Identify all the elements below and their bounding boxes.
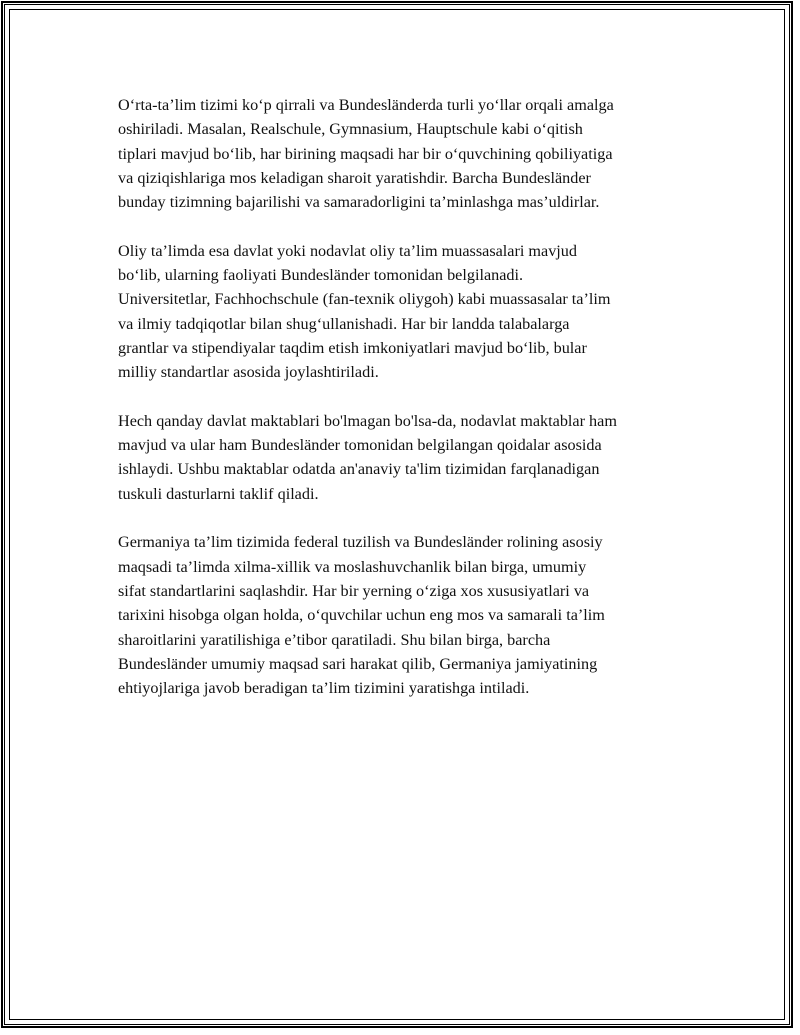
text-line: Universitetlar, Fachhochschule (fan-texnik oliygoh) kabi muassasalar ta’lim <box>118 290 611 309</box>
text-line: milliy standartlar asosida joylashtiriladi. <box>118 363 379 382</box>
text-line: Germaniya ta’lim tizimida federal tuzilish va Bundesländer rolining asosiy <box>118 533 603 552</box>
text-line: tarixini hisobga olgan holda, o‘quvchilar uchun eng mos va samarali ta’lim <box>118 606 605 625</box>
paragraph-4 <box>118 530 693 700</box>
text-line: va qiziqishlariga mos keladigan sharoit yaratishdir. Barcha Bundesländer <box>118 168 591 187</box>
text-line: tiplari mavjud bo‘lib, har birining maqsadi har bir o‘quvchining qobiliyatiga <box>118 144 613 163</box>
text-line: maqsadi ta’limda xilma-xillik va moslashuvchanlik bilan birga, umumiy <box>118 557 587 576</box>
text-line: bo‘lib, ularning faoliyati Bundesländer tomonidan belgilanadi. <box>118 266 524 285</box>
text-line: bunday tizimning bajarilishi va samaradorligini ta’minlashga mas’uldirlar. <box>118 193 600 212</box>
document-body <box>118 93 693 725</box>
paragraph-2 <box>118 239 693 385</box>
text-line: Bundesländer umumiy maqsad sari harakat qilib, Germaniya jamiyatining <box>118 654 598 673</box>
text-line: Oliy ta’limda esa davlat yoki nodavlat oliy ta’lim muassasalari mavjud <box>118 241 577 260</box>
text-line: sifat standartlarini saqlashdir. Har bir yerning o‘ziga xos xususiyatlari va <box>118 581 590 600</box>
text-line: va ilmiy tadqiqotlar bilan shug‘ullanishadi. Har bir landda talabalarga <box>118 314 570 333</box>
text-line: ehtiyojlariga javob beradigan ta’lim tizimini yaratishga intiladi. <box>118 679 530 698</box>
text-line: Hech qanday davlat maktablari bo'lmagan bo'lsa-da, nodavlat maktablar ham <box>118 411 617 430</box>
text-line: ishlaydi. Ushbu maktablar odatda an'anaviy ta'lim tizimidan farqlanadigan <box>118 460 600 479</box>
text-line: O‘rta-ta’lim tizimi ko‘p qirrali va Bundesländerda turli yo‘llar orqali amalga <box>118 96 614 114</box>
text-line: mavjud va ular ham Bundesländer tomonidan belgilangan qoidalar asosida <box>118 436 602 455</box>
paragraph-1 <box>118 93 693 214</box>
text-line: tuskuli dasturlarni taklif qiladi. <box>118 484 319 503</box>
paragraph-3 <box>118 409 693 506</box>
text-line: oshiriladi. Masalan, Realschule, Gymnasium, Hauptschule kabi o‘qitish <box>118 120 583 139</box>
text-line: grantlar va stipendiyalar taqdim etish imkoniyatlari mavjud bo‘lib, bular <box>118 338 587 357</box>
text-line: sharoitlarini yaratilishiga e’tibor qaratiladi. Shu bilan birga, barcha <box>118 630 551 649</box>
